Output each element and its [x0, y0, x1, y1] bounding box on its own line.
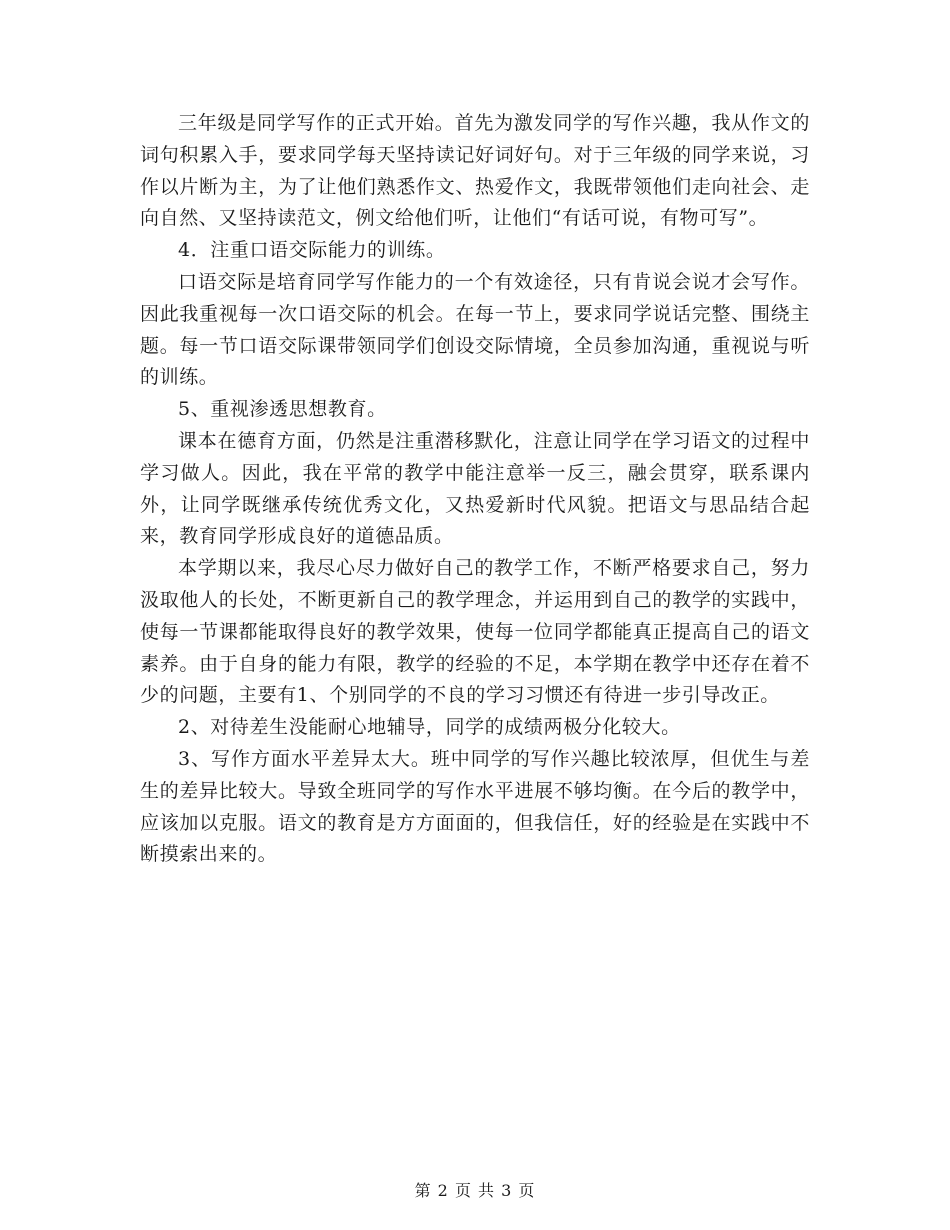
- paragraph-6: 本学期以来，我尽心尽力做好自己的教学工作，不断严格要求自己，努力汲取他人的长处，不断更新自己的教学理念，并运用到自己的教学的实践中，使每一节课都能取得良好的教学效果，使每一位同学都能真正提高自己的语文素养。由于自身的能力有限，教学的经验的不足，本学期在教学中还存在着不少的问题，主要有1、个别同学的不良的学习习惯还有待进一步引导改正。: [140, 557, 810, 707]
- paragraph-1: 三年级是同学写作的正式开始。首先为激发同学的写作兴趣，我从作文的词句积累入手，要求同学每天坚持读记好词好句。对于三年级的同学来说，习作以片断为主，为了让他们熟悉作文、热爱作文，我既带领他们走向社会、走向自然、又坚持读范文，例文给他们听，让他们“有话可说，有物可写”。: [140, 112, 810, 230]
- paragraph-5: 课本在德育方面，仍然是注重潜移默化，注意让同学在学习语文的过程中学习做人。因此，我在平常的教学中能注意举一反三，融会贯穿，联系课内外，让同学既继承传统优秀文化，又热爱新时代风貌。把语文与思品结合起来，教育同学形成良好的道德品质。: [140, 429, 810, 548]
- paragraph-7: 2、对待差生没能耐心地辅导，同学的成绩两极分化较大。: [178, 716, 681, 739]
- document-body: [140, 108, 810, 871]
- paragraph-2-heading: 4．注重口语交际能力的训练。: [178, 239, 446, 262]
- paragraph-3: 口语交际是培育同学写作能力的一个有效途径，只有肯说会说才会写作。因此我重视每一次口语交际的机会。在每一节上，要求同学说话完整、围绕主题。每一节口语交际课带领同学们创设交际情境，全员参加沟通，重视说与听的训练。: [140, 270, 810, 389]
- page-number-footer: 第 2 页 共 3 页: [414, 1181, 536, 1200]
- paragraph-4-heading: 5、重视渗透思想教育。: [178, 398, 387, 421]
- paragraph-8: 3、写作方面水平差异太大。班中同学的写作兴趣比较浓厚，但优生与差生的差异比较大。导致全班同学的写作水平进展不够均衡。在今后的教学中，应该加以克服。语文的教育是方方面面的，但我信任，好的经验是在实践中不断摸索出来的。: [140, 747, 810, 866]
